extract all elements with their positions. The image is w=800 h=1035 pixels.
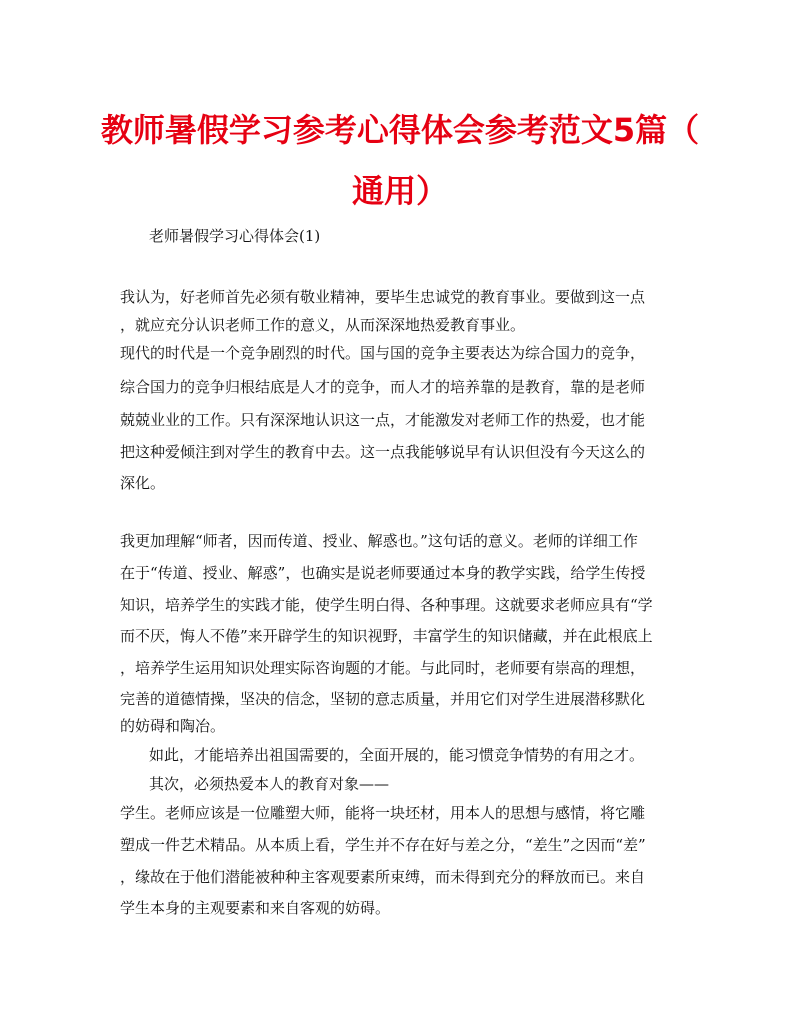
paragraph-3-line-5: ，培养学生运用知识处理实际咨询题的才能。与此同时，老师要有崇高的理想， bbox=[120, 659, 646, 677]
paragraph-2-line-5: 深化。 bbox=[120, 474, 166, 492]
document-title-line-1: 教师暑假学习参考心得体会参考范文5篇（ bbox=[100, 111, 700, 149]
paragraph-2-line-2: 综合国力的竞争归根结底是人才的竞争，而人才的培养靠的是教育，靠的是老师 bbox=[120, 378, 646, 396]
paragraph-3-line-2: 在于“传道、授业、解惑”，也确实是说老师要通过本身的教学实践，给学生传授 bbox=[120, 564, 646, 582]
document-title-line-2: 通用） bbox=[351, 172, 448, 210]
paragraph-6-line-1: 学生。老师应该是一位雕塑大师，能将一块坯材，用本人的思想与感情，将它雕 bbox=[120, 804, 646, 822]
paragraph-2-line-1: 现代的时代是一个竞争剧烈的时代。国与国的竞争主要表达为综合国力的竞争， bbox=[120, 344, 646, 362]
paragraph-5-line-1: 其次，必须热爱本人的教育对象—— bbox=[149, 775, 390, 793]
paragraph-3-line-7: 的妨碍和陶冶。 bbox=[120, 717, 226, 735]
section-heading: 老师暑假学习心得体会(1) bbox=[149, 227, 321, 245]
paragraph-6-line-4: 学生本身的主观要素和来自客观的妨碍。 bbox=[120, 899, 391, 917]
paragraph-4-line-1: 如此，才能培养出祖国需要的，全面开展的，能习惯竞争情势的有用之才。 bbox=[149, 746, 645, 764]
paragraph-2-line-3: 兢兢业业的工作。只有深深地认识这一点，才能激发对老师工作的热爱，也才能 bbox=[120, 411, 646, 429]
paragraph-6-line-3: ，缘故在于他们潜能被种种主客观要素所束缚，而未得到充分的释放而已。来自 bbox=[120, 868, 646, 886]
paragraph-3-line-3: 知识，培养学生的实践才能，使学生明白得、各种事理。这就要求老师应具有“学 bbox=[120, 596, 653, 614]
paragraph-2-line-4: 把这种爱倾注到对学生的教育中去。这一点我能够说早有认识但没有今天这么的 bbox=[120, 443, 646, 461]
paragraph-6-line-2: 塑成一件艺术精品。从本质上看，学生并不存在好与差之分，“差生”之因而“差” bbox=[120, 836, 646, 854]
paragraph-3-line-6: 完善的道德情操，坚决的信念，坚韧的意志质量，并用它们对学生进展潜移默化 bbox=[120, 690, 646, 708]
paragraph-3-line-1: 我更加理解“师者，因而传道、授业、解惑也。”这句话的意义。老师的详细工作 bbox=[120, 532, 638, 550]
paragraph-1-line-2: ，就应充分认识老师工作的意义，从而深深地热爱教育事业。 bbox=[120, 316, 526, 334]
paragraph-3-line-4: 而不厌，悔人不倦”来开辟学生的知识视野，丰富学生的知识储藏，并在此根底上 bbox=[120, 627, 653, 645]
paragraph-1-line-1: 我认为，好老师首先必须有敬业精神，要毕生忠诚党的教育事业。要做到这一点 bbox=[120, 288, 646, 306]
